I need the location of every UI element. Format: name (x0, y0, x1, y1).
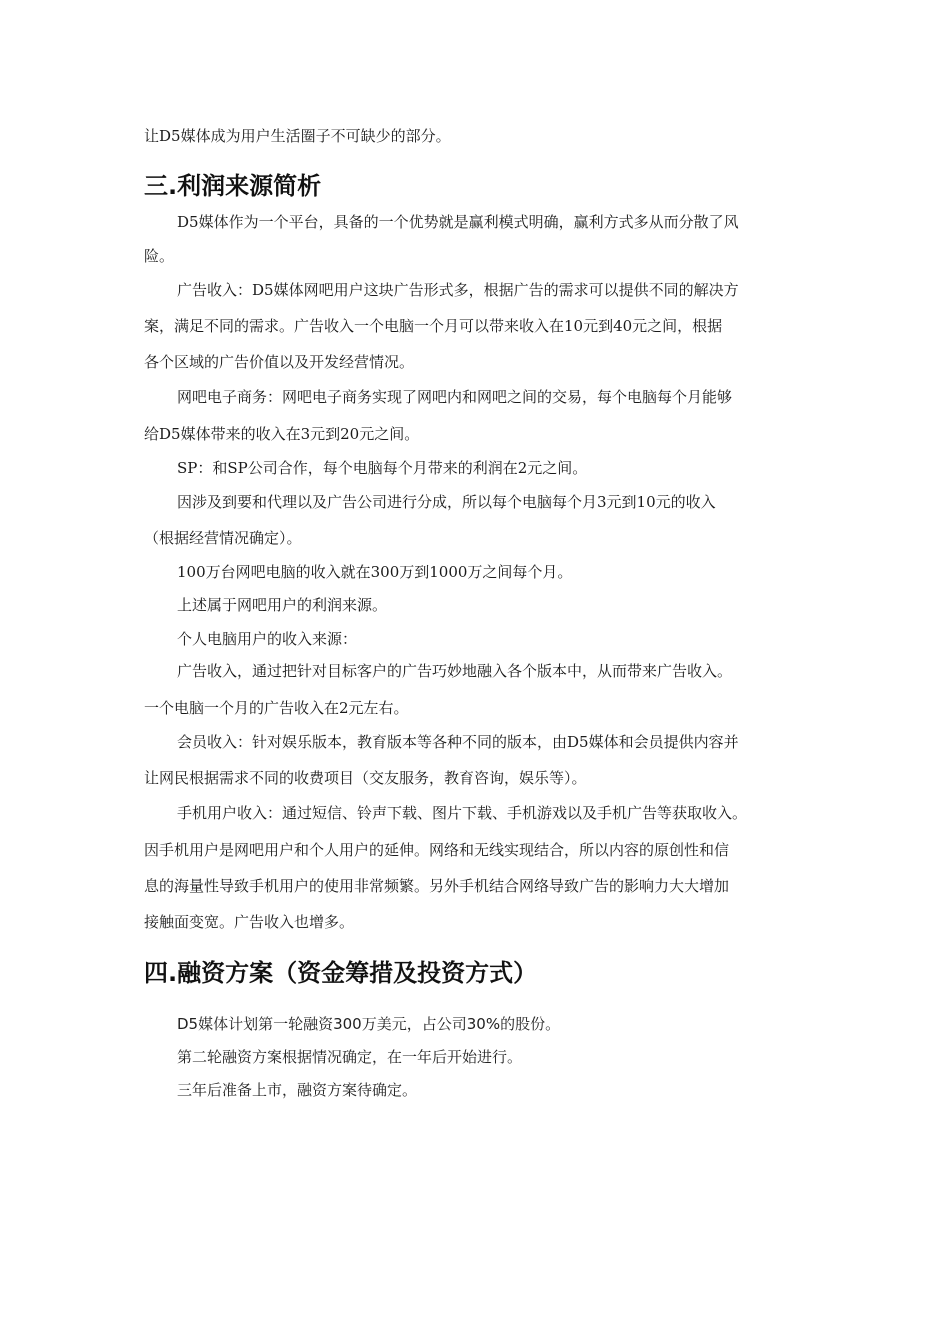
paragraph-line: 因手机用户是网吧用户和个人用户的延伸。网络和无线实现结合，所以内容的原创性和信 (144, 841, 730, 859)
paragraph-line: 个人电脑用户的收入来源： (177, 630, 358, 648)
paragraph-line: 险。 (144, 247, 175, 265)
paragraph-line: 广告收入：D5媒体网吧用户这块广告形式多，根据广告的需求可以提供不同的解决方 (177, 281, 739, 299)
paragraph-line: 网吧电子商务：网吧电子商务实现了网吧内和网吧之间的交易，每个电脑每个月能够 (177, 388, 733, 406)
paragraph-line: 一个电脑一个月的广告收入在2元左右。 (144, 699, 409, 717)
financing-ipo: 三年后准备上市，融资方案待确定。 (177, 1081, 418, 1099)
paragraph-line: 给D5媒体带来的收入在3元到20元之间。 (144, 425, 420, 443)
paragraph-line: 案，满足不同的需求。广告收入一个电脑一个月可以带来收入在10元到40元之间，根据 (144, 317, 723, 335)
intro-text: 让D5媒体成为用户生活圈子不可缺少的部分。 (144, 127, 451, 145)
section-3-heading: 三.利润来源简析 (144, 172, 322, 200)
paragraph-line: 上述属于网吧用户的利润来源。 (177, 596, 388, 614)
paragraph-line: 会员收入：针对娱乐版本，教育版本等各种不同的版本，由D5媒体和会员提供内容并 (177, 733, 739, 751)
paragraph-line: 广告收入，通过把针对目标客户的广告巧妙地融入各个版本中，从而带来广告收入。 (177, 662, 733, 680)
paragraph-line: 因涉及到要和代理以及广告公司进行分成，所以每个电脑每个月3元到10元的收入 (177, 493, 716, 511)
paragraph-line: 息的海量性导致手机用户的使用非常频繁。另外手机结合网络导致广告的影响力大大增加 (144, 877, 730, 895)
paragraph-line: SP：和SP公司合作，每个电脑每个月带来的利润在2元之间。 (177, 459, 588, 477)
paragraph-line: D5媒体作为一个平台，具备的一个优势就是赢利模式明确，赢利方式多从而分散了风 (177, 213, 739, 231)
paragraph-line: （根据经营情况确定）。 (144, 529, 302, 547)
paragraph-line: 接触面变宽。广告收入也增多。 (144, 913, 355, 931)
section-4-heading: 四.融资方案（资金筹措及投资方式） (144, 959, 538, 987)
paragraph-line: 让网民根据需求不同的收费项目（交友服务，教育咨询，娱乐等）。 (144, 769, 587, 787)
paragraph-line: 手机用户收入：通过短信、铃声下载、图片下载、手机游戏以及手机广告等获取收入。 (177, 804, 748, 822)
paragraph-line: 100万台网吧电脑的收入就在300万到1000万之间每个月。 (177, 563, 573, 581)
paragraph-line: 各个区域的广告价值以及开发经营情况。 (144, 353, 415, 371)
financing-round-2: 第二轮融资方案根据情况确定，在一年后开始进行。 (177, 1048, 523, 1066)
financing-round-1: D5媒体计划第一轮融资300万美元，占公司30%的股份。 (177, 1015, 561, 1033)
